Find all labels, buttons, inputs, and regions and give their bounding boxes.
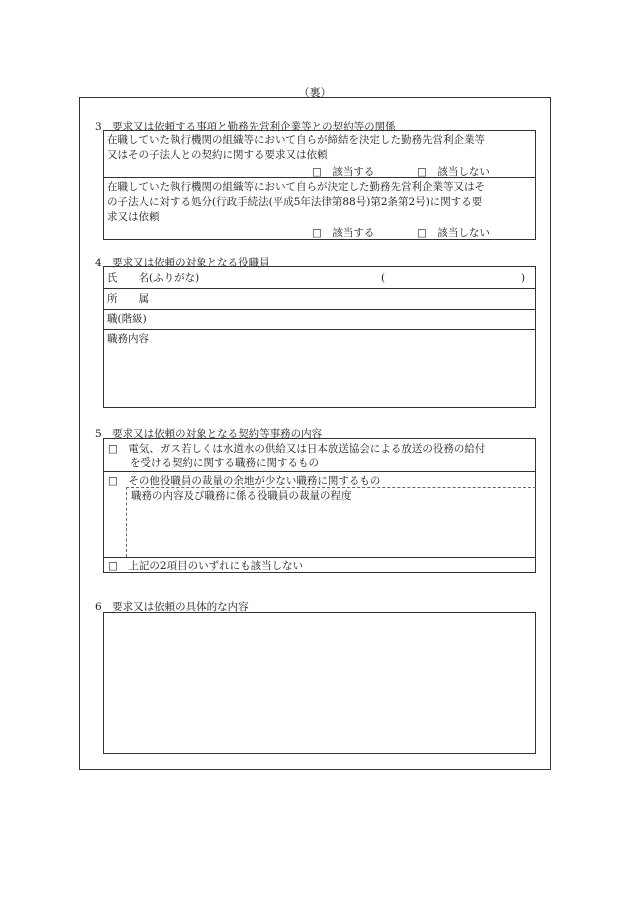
section4-divider-3 — [103, 329, 536, 330]
section5-option3[interactable]: □ 上記の2項目のいずれにも該当しない — [108, 560, 304, 572]
section3-item2-line2: の子法人に対する処分(行政手続法(平成5年法律第88号)第2条第2号)に関する要 — [107, 196, 483, 208]
section6-heading: 6 要求又は依頼の具体的な内容 — [95, 601, 249, 613]
section3-item2-line3: 求又は依頼 — [107, 211, 160, 223]
name-label: 氏 名(ふりがな) — [107, 272, 200, 284]
section5-subbox-left — [126, 487, 127, 557]
section3-item2-yes-checkbox[interactable]: □ 該当する — [312, 227, 375, 239]
affiliation-label: 所 属 — [107, 293, 149, 305]
section4-divider-1 — [103, 288, 536, 289]
section5-heading: 5 要求又は依頼の対象となる契約等事務の内容 — [95, 428, 323, 440]
page-label: （裏） — [298, 86, 332, 99]
section5-subbox-top — [126, 487, 536, 488]
section3-item1-line1: 在職していた執行機関の組織等において自らが締結を決定した勤務先営利企業等 — [107, 134, 485, 146]
section5-divider-1 — [103, 471, 536, 472]
section6-content-box[interactable] — [103, 612, 536, 754]
section3-item1-yes-checkbox[interactable]: □ 該当する — [312, 166, 375, 178]
furigana-paren-close: ) — [521, 272, 526, 284]
section3-item1-line2: 又はその子法人との契約に関する要求又は依頼 — [107, 149, 328, 161]
section5-divider-2 — [103, 557, 536, 558]
section3-item1-no-checkbox[interactable]: □ 該当しない — [417, 166, 490, 178]
section3-item2-no-checkbox[interactable]: □ 該当しない — [417, 227, 490, 239]
furigana-paren-open: ( — [381, 272, 386, 284]
section5-option1-line2: を受ける契約に関する職務に関するもの — [130, 457, 319, 469]
section3-item2-line1: 在職していた執行機関の組織等において自らが決定した勤務先営利企業等又はそ — [107, 181, 485, 193]
duties-label: 職務内容 — [107, 333, 149, 345]
section5-option2-sublabel: 職務の内容及び職務に係る役職員の裁量の程度 — [131, 490, 352, 502]
section4-heading: 4 要求又は依頼の対象となる役職員 — [95, 257, 270, 269]
position-label: 職(階級) — [107, 313, 147, 325]
section5-option1-line1[interactable]: □ 電気、ガス若しくは水道水の供給又は日本放送協会による放送の役務の給付 — [108, 443, 486, 455]
section5-option2[interactable]: □ その他役職員の裁量の余地が少ない職務に関するもの — [108, 475, 381, 487]
section4-divider-2 — [103, 309, 536, 310]
section3-heading: 3 要求又は依頼する事項と勤務先営利企業等との契約等の関係 — [95, 121, 396, 133]
